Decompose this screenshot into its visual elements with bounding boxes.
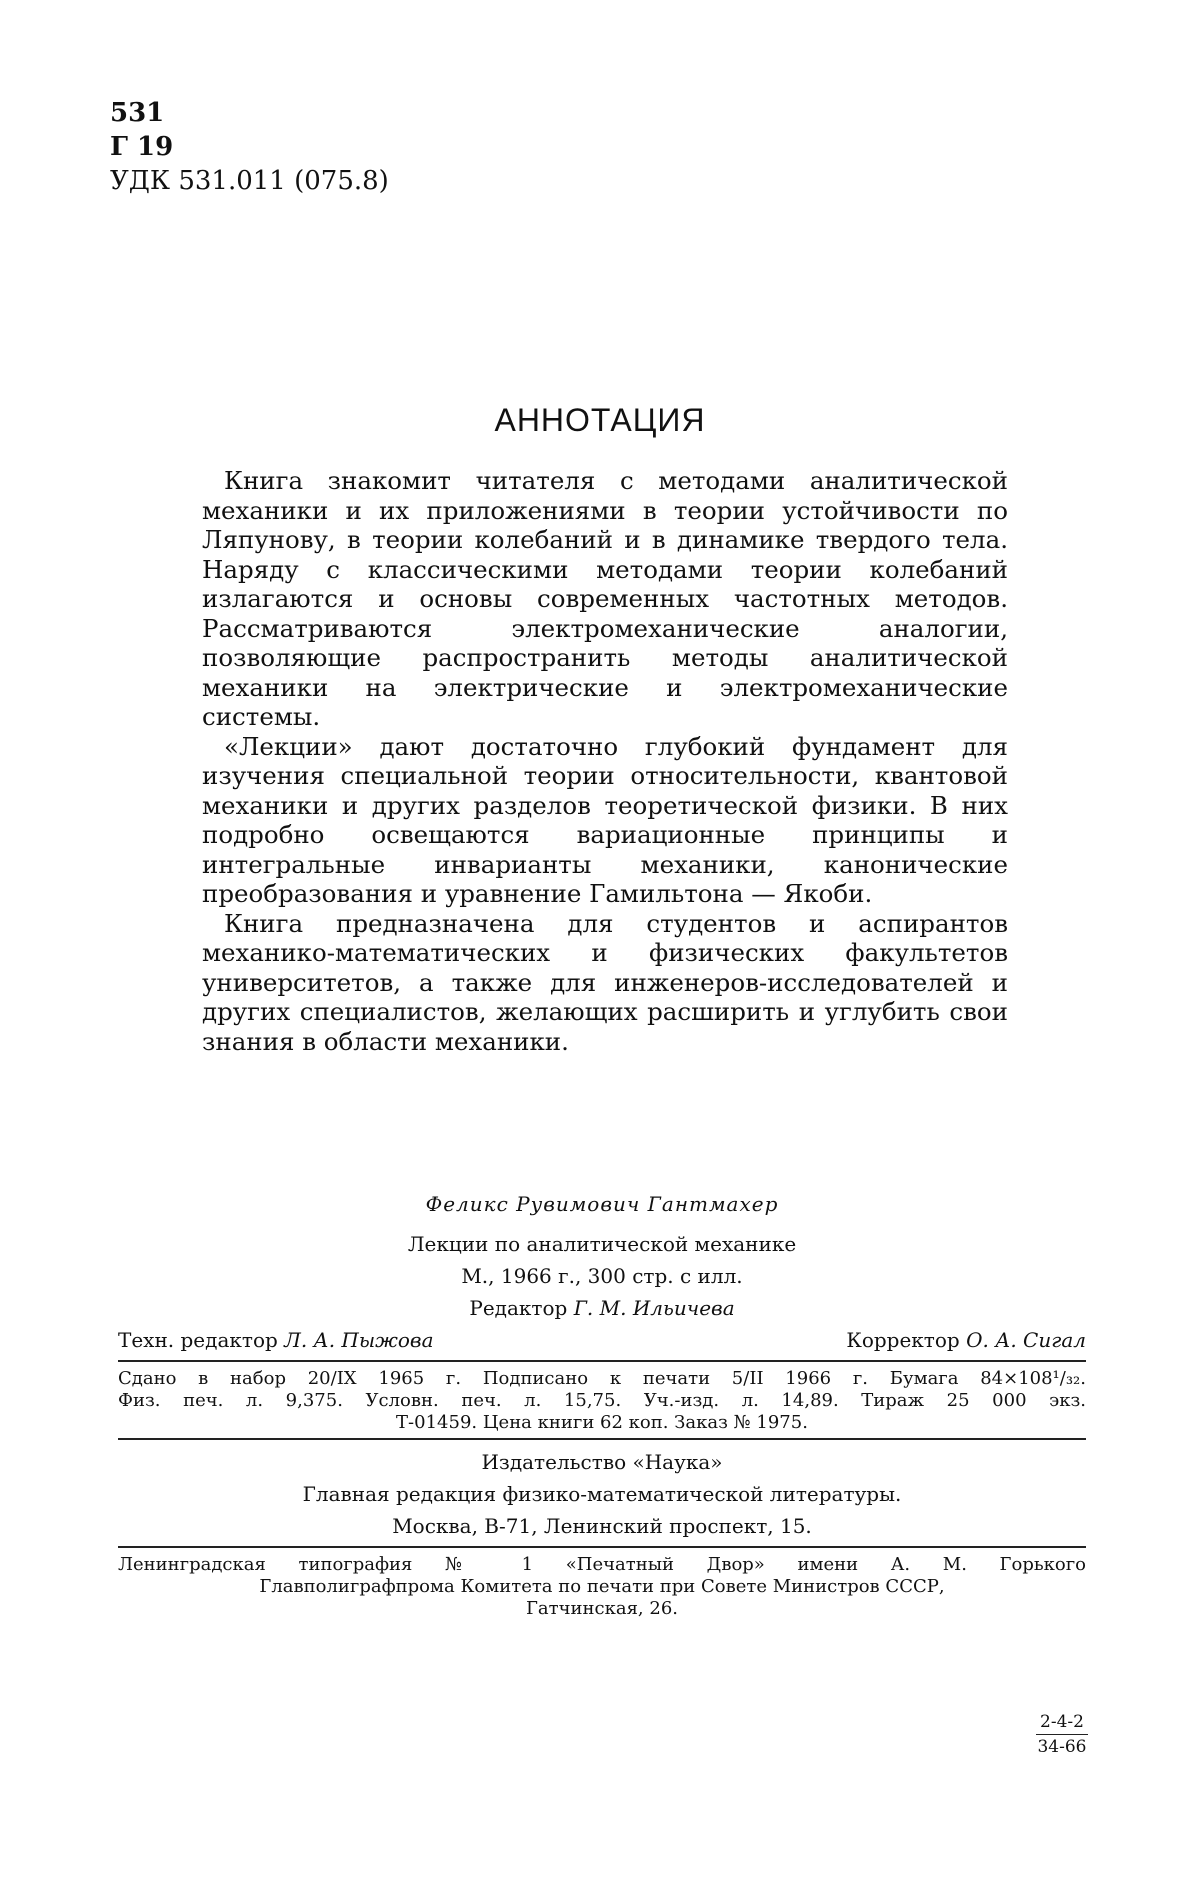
publisher-name: Издательство «Наука» [481,1450,723,1474]
author-name: Феликс Рувимович Гантмахер [425,1192,779,1216]
publisher-address: Москва, В-71, Ленинский проспект, 15. [392,1514,812,1538]
tech-editor-label: Техн. редактор [118,1328,278,1352]
edition-info: М., 1966 г., 300 стр. с илл. [461,1264,743,1288]
annotation-title: АННОТАЦИЯ [494,402,706,438]
printer-line-3: Гатчинская, 26. [526,1598,678,1619]
book-title: Лекции по аналитической механике [407,1232,797,1256]
tech-editor [118,1324,434,1356]
divider [118,1438,1086,1440]
divider [118,1546,1086,1548]
catalog-codes [110,96,389,198]
print-code [1036,1712,1088,1757]
print-code-bottom: 34-66 [1037,1737,1087,1757]
annotation-paragraph-1: Книга знакомит читателя с методами аналитической механики и их приложениями в теории устойчивости по Ляпунову, в теории колебаний и в динамике твердого тела. Наряду с классическими методами теории колебаний излагаются и основы современных частотных методов. Рассматриваются электромеханические аналогии, позволяющие распространить методы аналитической механики на электрические и электромеханические системы. [202,466,1008,731]
print-details-2: Физ. печ. л. 9,375. Условн. печ. л. 15,75. Уч.-изд. л. 14,89. Тираж 25 000 экз. [118,1390,1086,1411]
printer-line-1: Ленинградская типография № 1 «Печатный Двор» имени А. М. Горького [118,1554,1086,1575]
proofreader-label: Корректор [846,1328,960,1352]
proofreader-name: О. А. Сигал [966,1328,1086,1352]
publisher-dept: Главная редакция физико-математической литературы. [302,1482,902,1506]
proofreader [846,1324,1086,1356]
divider [118,1360,1086,1362]
bbk-code: 531 [110,98,165,128]
editor-label: Редактор [469,1296,568,1320]
staff-row [118,1324,1086,1356]
annotation-paragraph-2: «Лекции» дают достаточно глубокий фундамент для изучения специальной теории относительности, квантовой механики и других разделов теоретической физики. В них подробно освещаются вариационные принципы и интегральные инварианты механики, канонические преобразования и уравнение Гамильтона — Якоби. [202,731,1008,908]
imprint-block [118,1192,1086,1620]
print-code-top: 2-4-2 [1036,1712,1088,1735]
annotation-text [202,466,1008,1056]
editor-line [118,1292,1086,1324]
author-index: Г 19 [110,132,174,162]
printer-line-2: Главполиграфпрома Комитета по печати при Совете Министров СССР, [259,1576,945,1597]
print-details-3: Т-01459. Цена книги 62 коп. Заказ № 1975. [396,1412,808,1433]
editor-name: Г. М. Ильичева [573,1296,735,1320]
tech-editor-name: Л. А. Пыжова [284,1328,434,1352]
print-details-1: Сдано в набор 20/IX 1965 г. Подписано к печати 5/II 1966 г. Бумага 84×108¹/₃₂. [118,1368,1086,1389]
udc-code: УДК 531.011 (075.8) [110,166,389,196]
annotation-paragraph-3: Книга предназначена для студентов и аспирантов механико-математических и физических факультетов университетов, а также для инженеров-исследователей и других специалистов, желающих расширить и углубить свои знания в области механики. [202,908,1008,1056]
